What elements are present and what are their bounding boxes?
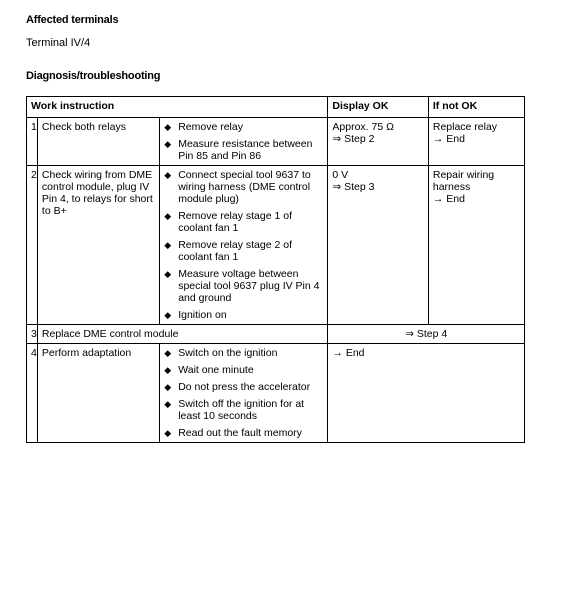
row-number: 1 <box>27 118 38 166</box>
step-text: Switch off the ignition for at least 10 seconds <box>178 398 305 422</box>
list-item <box>164 347 323 359</box>
step-text: Measure resistance between Pin 85 and Pin 86 <box>178 138 313 162</box>
diamond-bullet-icon: ◆ <box>164 139 172 149</box>
step-list <box>164 121 323 162</box>
step-text: Connect special tool 9637 to wiring harness (DME control module plug) <box>178 169 311 205</box>
diamond-bullet-icon: ◆ <box>164 170 172 180</box>
step-list-cell <box>160 344 328 443</box>
list-item <box>164 427 323 439</box>
diagnosis-table <box>26 96 525 443</box>
table-row <box>27 166 525 325</box>
diagnosis-heading: Diagnosis/troubleshooting <box>26 70 161 82</box>
step-list-cell <box>160 118 328 166</box>
diamond-bullet-icon: ◆ <box>164 348 172 358</box>
table-row <box>27 118 525 166</box>
diamond-bullet-icon: ◆ <box>164 240 172 250</box>
row-number: 4 <box>27 344 38 443</box>
step-text: Measure voltage between special tool 9637 plug IV Pin 4 and ground <box>178 268 320 304</box>
table-header-row <box>27 97 525 118</box>
step-list-cell <box>160 166 328 325</box>
if-not-ok-cell: Repair wiring harness → End <box>428 166 524 325</box>
row-number: 2 <box>27 166 38 325</box>
display-ok-cell: 0 V ⇒ Step 3 <box>328 166 428 325</box>
list-item <box>164 169 323 205</box>
affected-terminals-heading: Affected terminals <box>26 14 119 26</box>
diamond-bullet-icon: ◆ <box>164 382 172 392</box>
header-display-ok: Display OK <box>328 97 428 118</box>
header-if-not-ok: If not OK <box>428 97 524 118</box>
diamond-bullet-icon: ◆ <box>164 211 172 221</box>
diamond-bullet-icon: ◆ <box>164 399 172 409</box>
table-row <box>27 344 525 443</box>
work-instruction: Replace DME control module <box>37 325 328 344</box>
header-work-instruction: Work instruction <box>27 97 328 118</box>
step-text: Remove relay stage 1 of coolant fan 1 <box>178 210 293 234</box>
display-ok-cell: → End <box>328 344 525 443</box>
merged-result-cell: ⇒ Step 4 <box>328 325 525 344</box>
list-item <box>164 309 323 321</box>
step-text: Remove relay stage 2 of coolant fan 1 <box>178 239 293 263</box>
table-row <box>27 325 525 344</box>
diamond-bullet-icon: ◆ <box>164 365 172 375</box>
list-item <box>164 210 323 234</box>
list-item <box>164 398 323 422</box>
diamond-bullet-icon: ◆ <box>164 122 172 132</box>
display-ok-cell: Approx. 75 Ω ⇒ Step 2 <box>328 118 428 166</box>
step-list <box>164 347 323 439</box>
step-text: Wait one minute <box>178 364 254 376</box>
step-list <box>164 169 323 321</box>
list-item <box>164 381 323 393</box>
step-text: Do not press the accelerator <box>178 381 311 393</box>
terminal-text: Terminal IV/4 <box>26 37 91 49</box>
list-item <box>164 121 323 133</box>
work-instruction: Check both relays <box>37 118 159 166</box>
step-text: Remove relay <box>178 121 243 133</box>
work-instruction: Perform adaptation <box>37 344 159 443</box>
step-text: Switch on the ignition <box>178 347 278 359</box>
diamond-bullet-icon: ◆ <box>164 310 172 320</box>
list-item <box>164 239 323 263</box>
step-text: Ignition on <box>178 309 227 321</box>
diamond-bullet-icon: ◆ <box>164 269 172 279</box>
step-text: Read out the fault memory <box>178 427 302 439</box>
work-instruction: Check wiring from DME control module, plug IV Pin 4, to relays for short to B+ <box>37 166 159 325</box>
row-number: 3 <box>27 325 38 344</box>
list-item <box>164 364 323 376</box>
list-item <box>164 138 323 162</box>
if-not-ok-cell: Replace relay → End <box>428 118 524 166</box>
diamond-bullet-icon: ◆ <box>164 428 172 438</box>
list-item <box>164 268 323 304</box>
